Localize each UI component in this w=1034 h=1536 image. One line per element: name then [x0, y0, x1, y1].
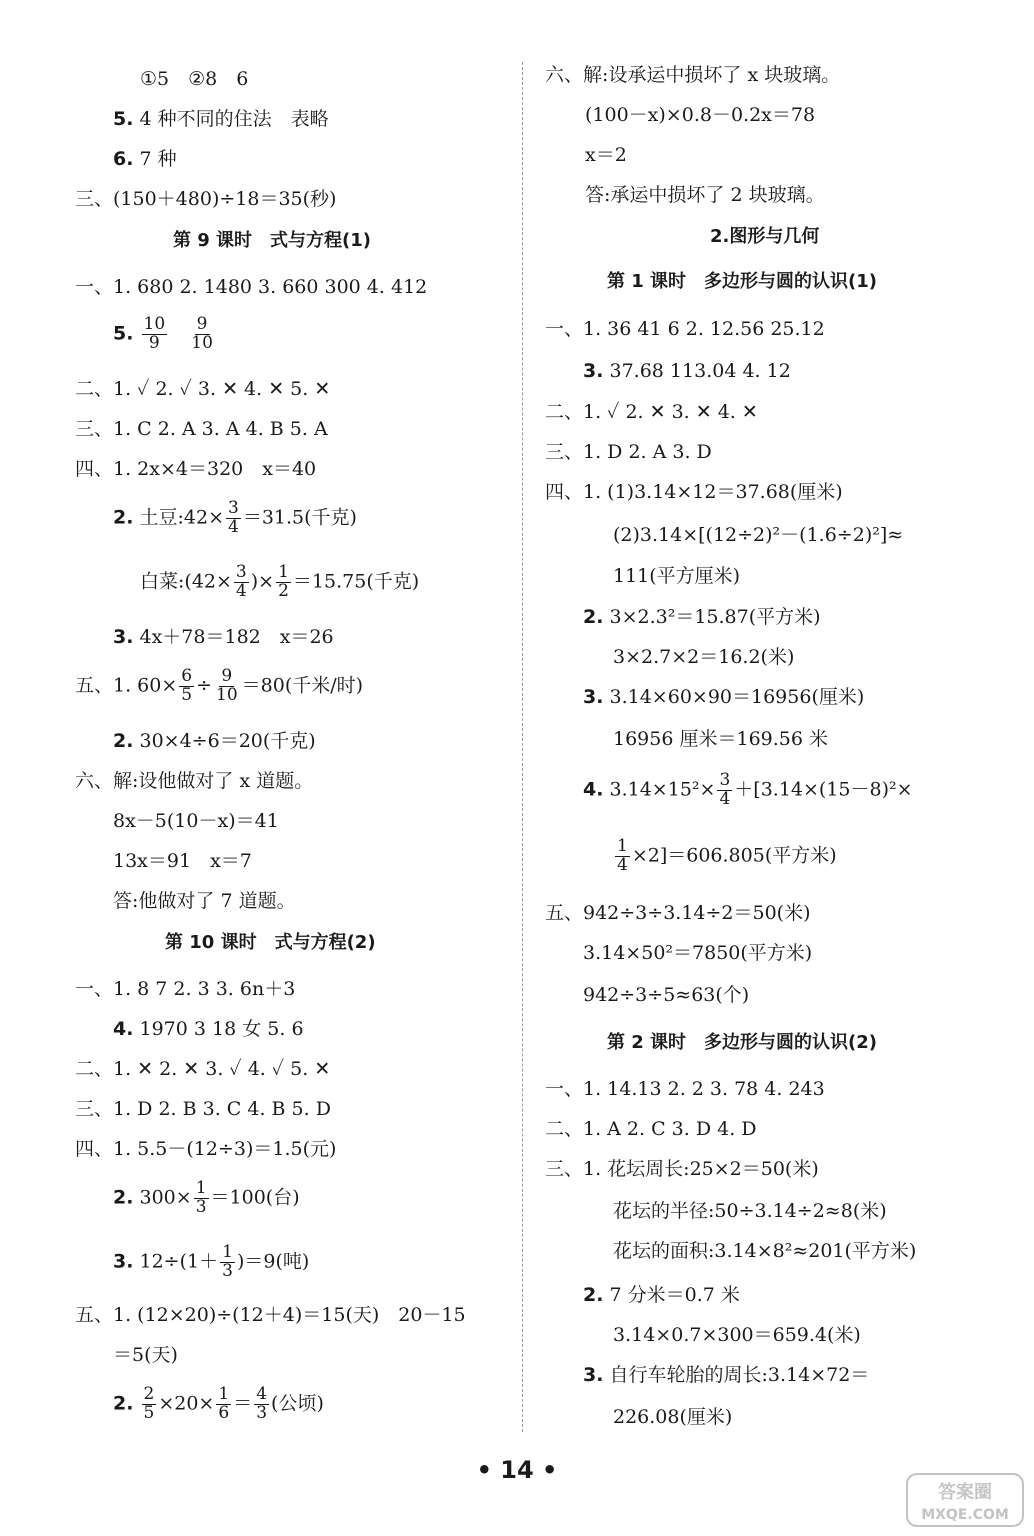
fraction: $\frac{6}{5}$	[181, 666, 193, 705]
fraction: $\frac{3}{4}$	[719, 770, 731, 809]
answer-line: 二、1. ✓ 2. ✓ 3. ✕ 4. ✕ 5. ✕	[75, 378, 331, 400]
fraction: $\frac{1}{4}$	[617, 836, 628, 875]
answer-line: 2. 3×2.3²＝15.87(平方米)	[583, 606, 821, 628]
answer-line: 3.14×0.7×300＝659.4(米)	[613, 1324, 861, 1346]
answer-line: ＝5(天)	[113, 1344, 178, 1366]
answer-line: 3×2.7×2＝16.2(米)	[613, 646, 795, 668]
answer-line: 3. 自行车轮胎的周长:3.14×72＝	[583, 1364, 870, 1386]
answer-line: 三、1. D 2. B 3. C 4. B 5. D	[75, 1098, 331, 1120]
watermark-logo	[905, 1470, 1025, 1530]
answer-line: x＝2	[585, 144, 627, 166]
answer-line: (2)3.14×[(12÷2)²－(1.6÷2)²]≈	[613, 524, 904, 546]
page-number: • 14 •	[476, 1456, 558, 1484]
answer-line: 白菜:(42× $\frac{3}{4}$ )× $\frac{1}{2}$ ＝15.75(千克)	[140, 562, 420, 601]
answer-line: 三、1. 花坛周长:25×2＝50(米)	[545, 1158, 819, 1180]
answer-line: $\frac{1}{4}$ ×2]＝606.805(平方米)	[617, 836, 837, 875]
answer-line: 13x＝91 x＝7	[113, 850, 252, 872]
fraction: $\frac{10}{9}$	[143, 314, 166, 353]
answer-line: 5. $\frac{10}{9}$ $\frac{9}{10}$	[113, 314, 213, 353]
lesson-heading: 第 2 课时 多边形与圆的认识(2)	[607, 1032, 878, 1053]
answer-line: 花坛的面积:3.14×8²≈201(平方米)	[613, 1240, 917, 1262]
fraction: $\frac{9}{10}$	[216, 666, 238, 705]
answer-line: 答:他做对了 7 道题。	[113, 890, 296, 912]
answer-line: 二、1. A 2. C 3. D 4. D	[545, 1118, 757, 1140]
answer-line: 6. 7 种	[113, 148, 177, 170]
answer-line: 二、1. ✕ 2. ✕ 3. ✓ 4. ✓ 5. ✕	[75, 1058, 331, 1080]
section-heading: 2.图形与几何	[710, 226, 820, 247]
lesson-heading: 第 1 课时 多边形与圆的认识(1)	[607, 271, 878, 292]
fraction: $\frac{4}{3}$	[256, 1384, 268, 1423]
answer-line: 花坛的半径:50÷3.14÷2≈8(米)	[613, 1200, 887, 1222]
answer-line: 111(平方厘米)	[613, 565, 741, 587]
answer-line: 四、1. 2x×4＝320 x＝40	[75, 458, 317, 480]
fraction: $\frac{1}{6}$	[218, 1384, 230, 1423]
answer-line: 226.08(厘米)	[613, 1406, 733, 1428]
answer-line: 五、1. 60× $\frac{6}{5}$ ÷ $\frac{9}{10}$ ＝80(千米/时)	[75, 666, 364, 705]
answer-line: 2. 300× $\frac{1}{3}$ ＝100(台)	[113, 1178, 300, 1217]
lesson-heading: 第 9 课时 式与方程(1)	[173, 230, 372, 251]
answer-line: 3. 4x＋78＝182 x＝26	[113, 626, 334, 648]
answer-line: 四、1. (1)3.14×12＝37.68(厘米)	[545, 481, 843, 503]
fraction: $\frac{3}{4}$	[228, 498, 239, 537]
fraction: $\frac{1}{2}$	[278, 562, 289, 601]
fraction: $\frac{1}{3}$	[222, 1242, 233, 1281]
answer-line: 4. 1970 3 18 女 5. 6	[113, 1018, 304, 1040]
answer-line: 三、1. D 2. A 3. D	[545, 441, 712, 463]
answer-line: 2. 7 分米＝0.7 米	[583, 1284, 740, 1306]
answer-line: 2. $\frac{2}{5}$ ×20× $\frac{1}{6}$ ＝ $\frac{4}{3}$ (公顷)	[113, 1384, 324, 1423]
svg-text:答案圈: 答案圈	[938, 1482, 992, 1503]
fraction: $\frac{2}{5}$	[143, 1384, 155, 1423]
answer-line: 8x－5(10－x)＝41	[113, 810, 279, 832]
answer-line: 4. 3.14×15²× $\frac{3}{4}$ ＋[3.14×(15－8)²×	[583, 770, 913, 809]
answer-line: 三、(150＋480)÷18＝35(秒)	[75, 188, 337, 210]
answer-line: 3. 3.14×60×90＝16956(厘米)	[583, 686, 865, 708]
answer-line: 五、942÷3÷3.14÷2＝50(米)	[545, 902, 811, 924]
answer-line: 一、1. 36 41 6 2. 12.56 25.12	[545, 318, 825, 340]
answer-line: 5. 4 种不同的住法 表略	[113, 108, 329, 130]
answer-line: 一、1. 680 2. 1480 3. 660 300 4. 412	[75, 276, 428, 298]
answer-line: 3. 12÷(1＋ $\frac{1}{3}$ )＝9(吨)	[113, 1242, 310, 1281]
svg-text:MXQE.COM: MXQE.COM	[921, 1507, 1009, 1523]
answer-line: 一、1. 14.13 2. 2 3. 78 4. 243	[545, 1078, 825, 1100]
answer-line: 2. 土豆:42× $\frac{3}{4}$ ＝31.5(千克)	[113, 498, 357, 537]
answer-line: 942÷3÷5≈63(个)	[583, 984, 750, 1006]
answer-line: 二、1. ✓ 2. ✕ 3. ✕ 4. ✕	[545, 401, 758, 423]
answer-line: 3. 37.68 113.04 4. 12	[583, 360, 791, 382]
answer-line: 六、解:设他做对了 x 道题。	[75, 770, 314, 792]
answer-line: 16956 厘米＝169.56 米	[613, 728, 829, 750]
answer-line: 六、解:设承运中损坏了 x 块玻璃。	[545, 64, 841, 86]
answer-line: 答:承运中损坏了 2 块玻璃。	[585, 184, 825, 206]
fraction: $\frac{3}{4}$	[235, 562, 247, 601]
answer-line: (100－x)×0.8－0.2x＝78	[585, 104, 816, 126]
answer-line: ①5 ②8 6	[140, 68, 249, 90]
answer-line: 四、1. 5.5－(12÷3)＝1.5(元)	[75, 1138, 337, 1160]
answer-line: 五、1. (12×20)÷(12＋4)＝15(天) 20－15	[75, 1304, 466, 1326]
fraction: $\frac{1}{3}$	[195, 1178, 207, 1217]
answer-line: 一、1. 8 7 2. 3 3. 6n＋3	[75, 978, 296, 1000]
fraction: $\frac{9}{10}$	[191, 314, 213, 353]
answer-line: 3.14×50²＝7850(平方米)	[583, 942, 813, 964]
column-divider	[522, 62, 523, 1432]
answer-line: 2. 30×4÷6＝20(千克)	[113, 730, 316, 752]
lesson-heading: 第 10 课时 式与方程(2)	[165, 932, 376, 953]
answer-line: 三、1. C 2. A 3. A 4. B 5. A	[75, 418, 328, 440]
